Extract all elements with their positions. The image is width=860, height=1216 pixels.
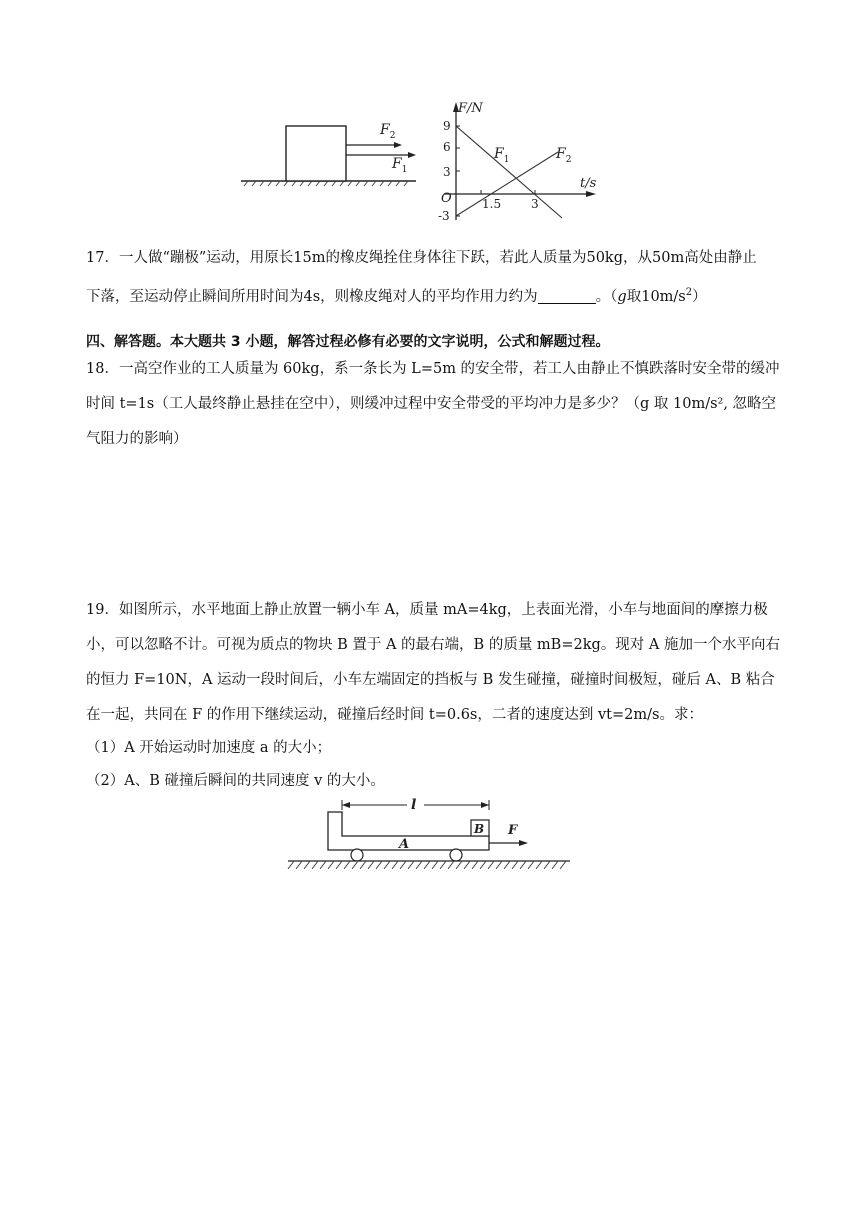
q19-line-2: 小，可以忽略不计。可视为质点的物块 B 置于 A 的最右端，B 的质量 mB=2kg。现对 A 施加一个水平向右 — [86, 637, 780, 653]
q17-line-1: 17．一人做“蹦极”运动，用原长15m的橡皮绳拴住身体往下跃，若此人质量为50kg，从50m高处由静止 — [86, 250, 757, 266]
f2-line-label: $F_2$ — [556, 146, 572, 165]
force-f2-label: $F_2$ — [380, 122, 396, 141]
block — [286, 126, 346, 181]
q19-line-4: 在一起，共同在 F 的作用下继续运动，碰撞后经时间 t=0.6s，二者的速度达到 vt=2m/s。求： — [86, 707, 703, 723]
y-tick-6: 6 — [443, 140, 451, 154]
cart-a-label: A — [399, 837, 410, 852]
y-axis-label: F/N — [458, 101, 483, 116]
q17-line-2: 下落，至运动停止瞬间所用时间为4s，则橡皮绳对人的平均作用力约为 。（g取$10m/s^2$） — [86, 287, 707, 305]
block-force-figure — [236, 112, 436, 192]
y-tick-neg3: -3 — [438, 209, 450, 223]
wheel-left — [351, 849, 363, 861]
wheel-right — [450, 849, 462, 861]
block-b-label: B — [474, 822, 485, 836]
origin-label: O — [441, 191, 452, 206]
q19-line-3: 的恒力 F=10N，A 运动一段时间后，小车左端固定的挡板与 B 发生碰撞，碰撞时间极短，碰后 A、B 粘合 — [86, 672, 775, 688]
f1-line — [456, 126, 562, 218]
length-label: l — [411, 797, 417, 813]
q18-line-3: 气阻力的影响） — [86, 431, 188, 447]
y-tick-3: 3 — [443, 165, 451, 179]
y-tick-9: 9 — [443, 119, 451, 133]
q19-line-1: 19．如图所示，水平地面上静止放置一辆小车 A，质量 mA=4kg，上表面光滑，小车与地面间的摩擦力极 — [86, 602, 768, 618]
force-f1-label: $F_1$ — [392, 156, 408, 175]
x-tick-1-5: 1.5 — [482, 197, 502, 211]
x-tick-3: 3 — [531, 197, 539, 211]
answer-blank[interactable] — [538, 289, 596, 304]
q18-line-1: 18．一高空作业的工人质量为 60kg，系一条长为 L=5m 的安全带，若工人由静止不慎跌落时安全带的缓冲 — [86, 361, 780, 377]
q19-sub-question-1: （1）A 开始运动时加速度 a 的大小； — [86, 740, 332, 756]
f1-line-label: $F_1$ — [494, 146, 510, 165]
x-axis-label: t/s — [580, 176, 597, 191]
force-time-graph — [436, 96, 606, 228]
force-label: F — [508, 823, 518, 838]
q18-line-2: 时间 t=1s（工人最终静止悬挂在空中），则缓冲过程中安全带受的平均冲力是多少？（g 取 10m/s², 忽略空 — [86, 396, 777, 412]
svg-text:F/N — [457, 101, 483, 116]
cart-figure — [284, 794, 574, 880]
q19-sub-question-2: （2）A、B 碰撞后瞬间的共同速度 v 的大小。 — [86, 773, 385, 789]
section-4-heading: 四、解答题。本大题共 3 小题，解答过程必修有必要的文字说明，公式和解题过程。 — [86, 334, 610, 350]
